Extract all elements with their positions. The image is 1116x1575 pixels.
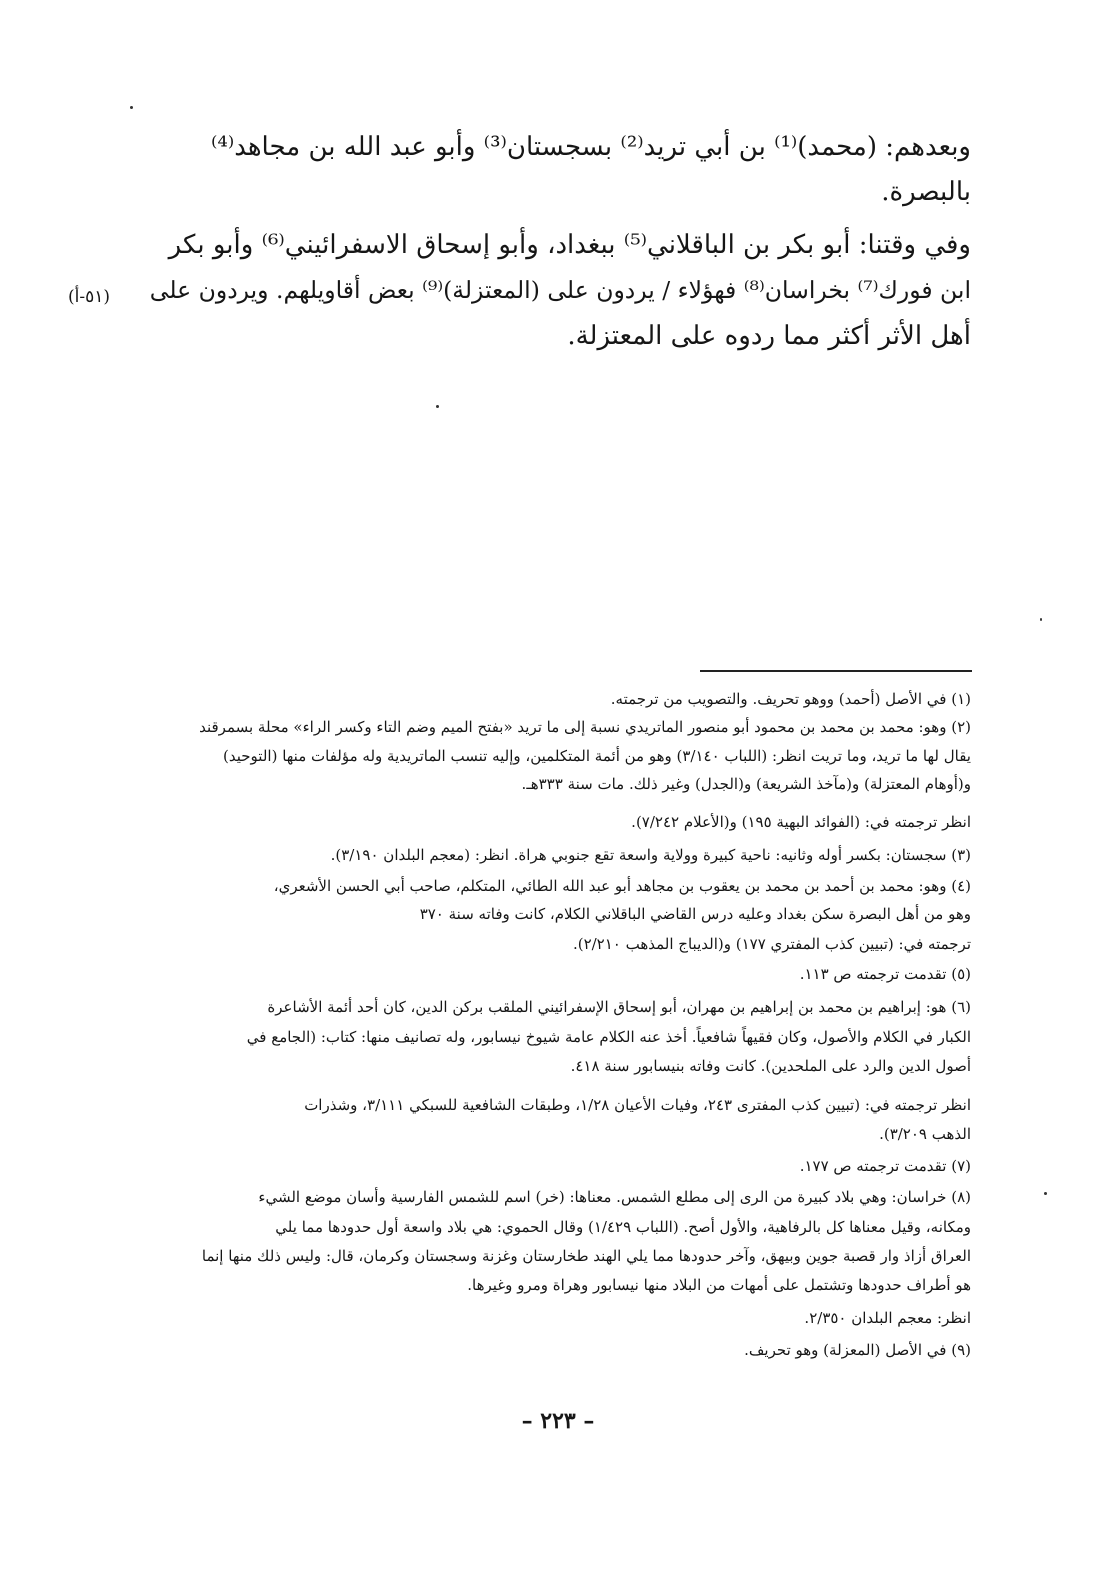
- footnote-line: أصول الدين والرد على الملحدين). كانت وفاته بنيسابور سنة ٤١٨.: [570, 1057, 971, 1075]
- footnote-line: انظر ترجمته في: (تبيين كذب المفترى ٢٤٣، وفيات الأعيان ١/٢٨، وطبقات الشافعية للسبكي ٣/١١١، وشذرات: [304, 1096, 971, 1114]
- footnote-line: (٥) تقدمت ترجمته ص ١١٣.: [799, 965, 971, 983]
- footnote-line: وهو من أهل البصرة سكن بغداد وعليه درس القاضي الباقلاني الكلام، كانت وفاته سنة ٣٧٠: [419, 905, 971, 923]
- main-text-line-3: وفي وقتنا: أبو بكر بن الباقلاني⁽⁵⁾ ببغداد، وأبو إسحاق الاسفرائيني⁽⁶⁾ وأبو بكر: [168, 230, 971, 260]
- footnote-line: (٣) سجستان: بكسر أوله وثانيه: ناحية كبيرة وولاية واسعة تقع جنوبي هراة. انظر: (معجم البلدان ٣/١٩٠).: [330, 846, 971, 864]
- footnote-line: (٩) في الأصل (المعزلة) وهو تحريف.: [744, 1341, 971, 1359]
- main-text-line-2: بالبصرة.: [881, 177, 971, 207]
- footnote-line: ترجمته في: (تبيين كذب المفتري ١٧٧) و(الديباج المذهب ٢/٢١٠).: [572, 935, 971, 953]
- footnote-line: (٧) تقدمت ترجمته ص ١٧٧.: [799, 1157, 971, 1175]
- scan-speck: [1044, 1192, 1047, 1195]
- footnote-line: (٤) وهو: محمد بن أحمد بن محمد بن يعقوب بن مجاهد أبو عبد الله الطائي، المتكلم، صاحب أبي الحسن الأشعري،: [273, 877, 971, 895]
- footnote-line: (٢) وهو: محمد بن محمد بن محمود أبو منصور الماتريدي نسبة إلى ما تريد «بفتح الميم وضم التاء وكسر الراء» محلة بسمرقند: [199, 718, 971, 736]
- footnote-line: يقال لها ما تريد، وما تريت انظر: (اللباب ٣/١٤٠) وهو من أئمة المتكلمين، وإليه تنسب الماتريدية وله مؤلفات منها (التوحيد): [223, 747, 971, 765]
- footnote-line: و(أوهام المعتزلة) و(مآخذ الشريعة) و(الجدل) وغير ذلك. مات سنة ٣٣٣هـ.: [521, 775, 971, 793]
- footnote-line: (٨) خراسان: وهي بلاد كبيرة من الرى إلى مطلع الشمس. معناها: (خر) اسم للشمس الفارسية وأسان موضع الشيء: [258, 1188, 971, 1206]
- footnote-line: (١) في الأصل (أحمد) ووهو تحريف. والتصويب من ترجمته.: [610, 690, 971, 708]
- footnote-line: ومكانه، وقيل معناها كل بالرفاهية، والأول أصح. (اللباب ١/٤٢٩) وقال الحموي: هي بلاد واسعة أول حدودها مما يلي: [275, 1218, 971, 1236]
- main-text-line-5: أهل الأثر أكثر مما ردوه على المعتزلة.: [567, 321, 971, 351]
- footnote-separator: [700, 670, 972, 672]
- scan-speck: [1040, 618, 1042, 621]
- footnote-line: (٦) هو: إبراهيم بن محمد بن إبراهيم بن مهران، أبو إسحاق الإسفرائيني الملقب بركن الدين، كان أحد أئمة الأشاعرة: [267, 998, 971, 1016]
- footnote-line: هو أطراف حدودها وتشتمل على أمهات من البلاد منها نيسابور وهراة ومرو وغيرها.: [467, 1276, 971, 1294]
- manuscript-folio-reference: (٥١-أ): [68, 287, 111, 307]
- footnote-line: انظر ترجمته في: (الفوائد البهية ١٩٥) و(الأعلام ٧/٢٤٢).: [631, 813, 971, 831]
- scan-speck: [130, 106, 133, 109]
- page-number: – ٢٢٣ –: [521, 1408, 595, 1434]
- main-text-line-4: ابن فورك⁽⁷⁾ بخراسان⁽⁸⁾ فهؤلاء / يردون على (المعتزلة)⁽⁹⁾ بعض أقاويلهم. ويردون على: [149, 276, 971, 304]
- scan-speck: [436, 405, 439, 408]
- footnote-line: انظر: معجم البلدان ٢/٣٥٠.: [804, 1309, 971, 1327]
- main-text-line-1: وبعدهم: (محمد)⁽¹⁾ بن أبي تريد⁽²⁾ بسجستان⁽³⁾ وأبو عبد الله بن مجاهد⁽⁴⁾: [210, 132, 971, 162]
- footnote-line: الكبار في الكلام والأصول، وكان فقيهاً شافعياً. أخذ عنه الكلام عامة شيوخ نيسابور، وله تصانيف منها: كتاب: (الجامع في: [246, 1028, 971, 1046]
- footnote-line: الذهب ٣/٢٠٩).: [879, 1125, 971, 1143]
- footnote-line: العراق أزاذ وار قصبة جوين وبيهق، وآخر حدودها مما يلي الهند طخارستان وغزنة وسجستان وكرمان، قال: وليس ذلك منها إنما: [201, 1247, 971, 1265]
